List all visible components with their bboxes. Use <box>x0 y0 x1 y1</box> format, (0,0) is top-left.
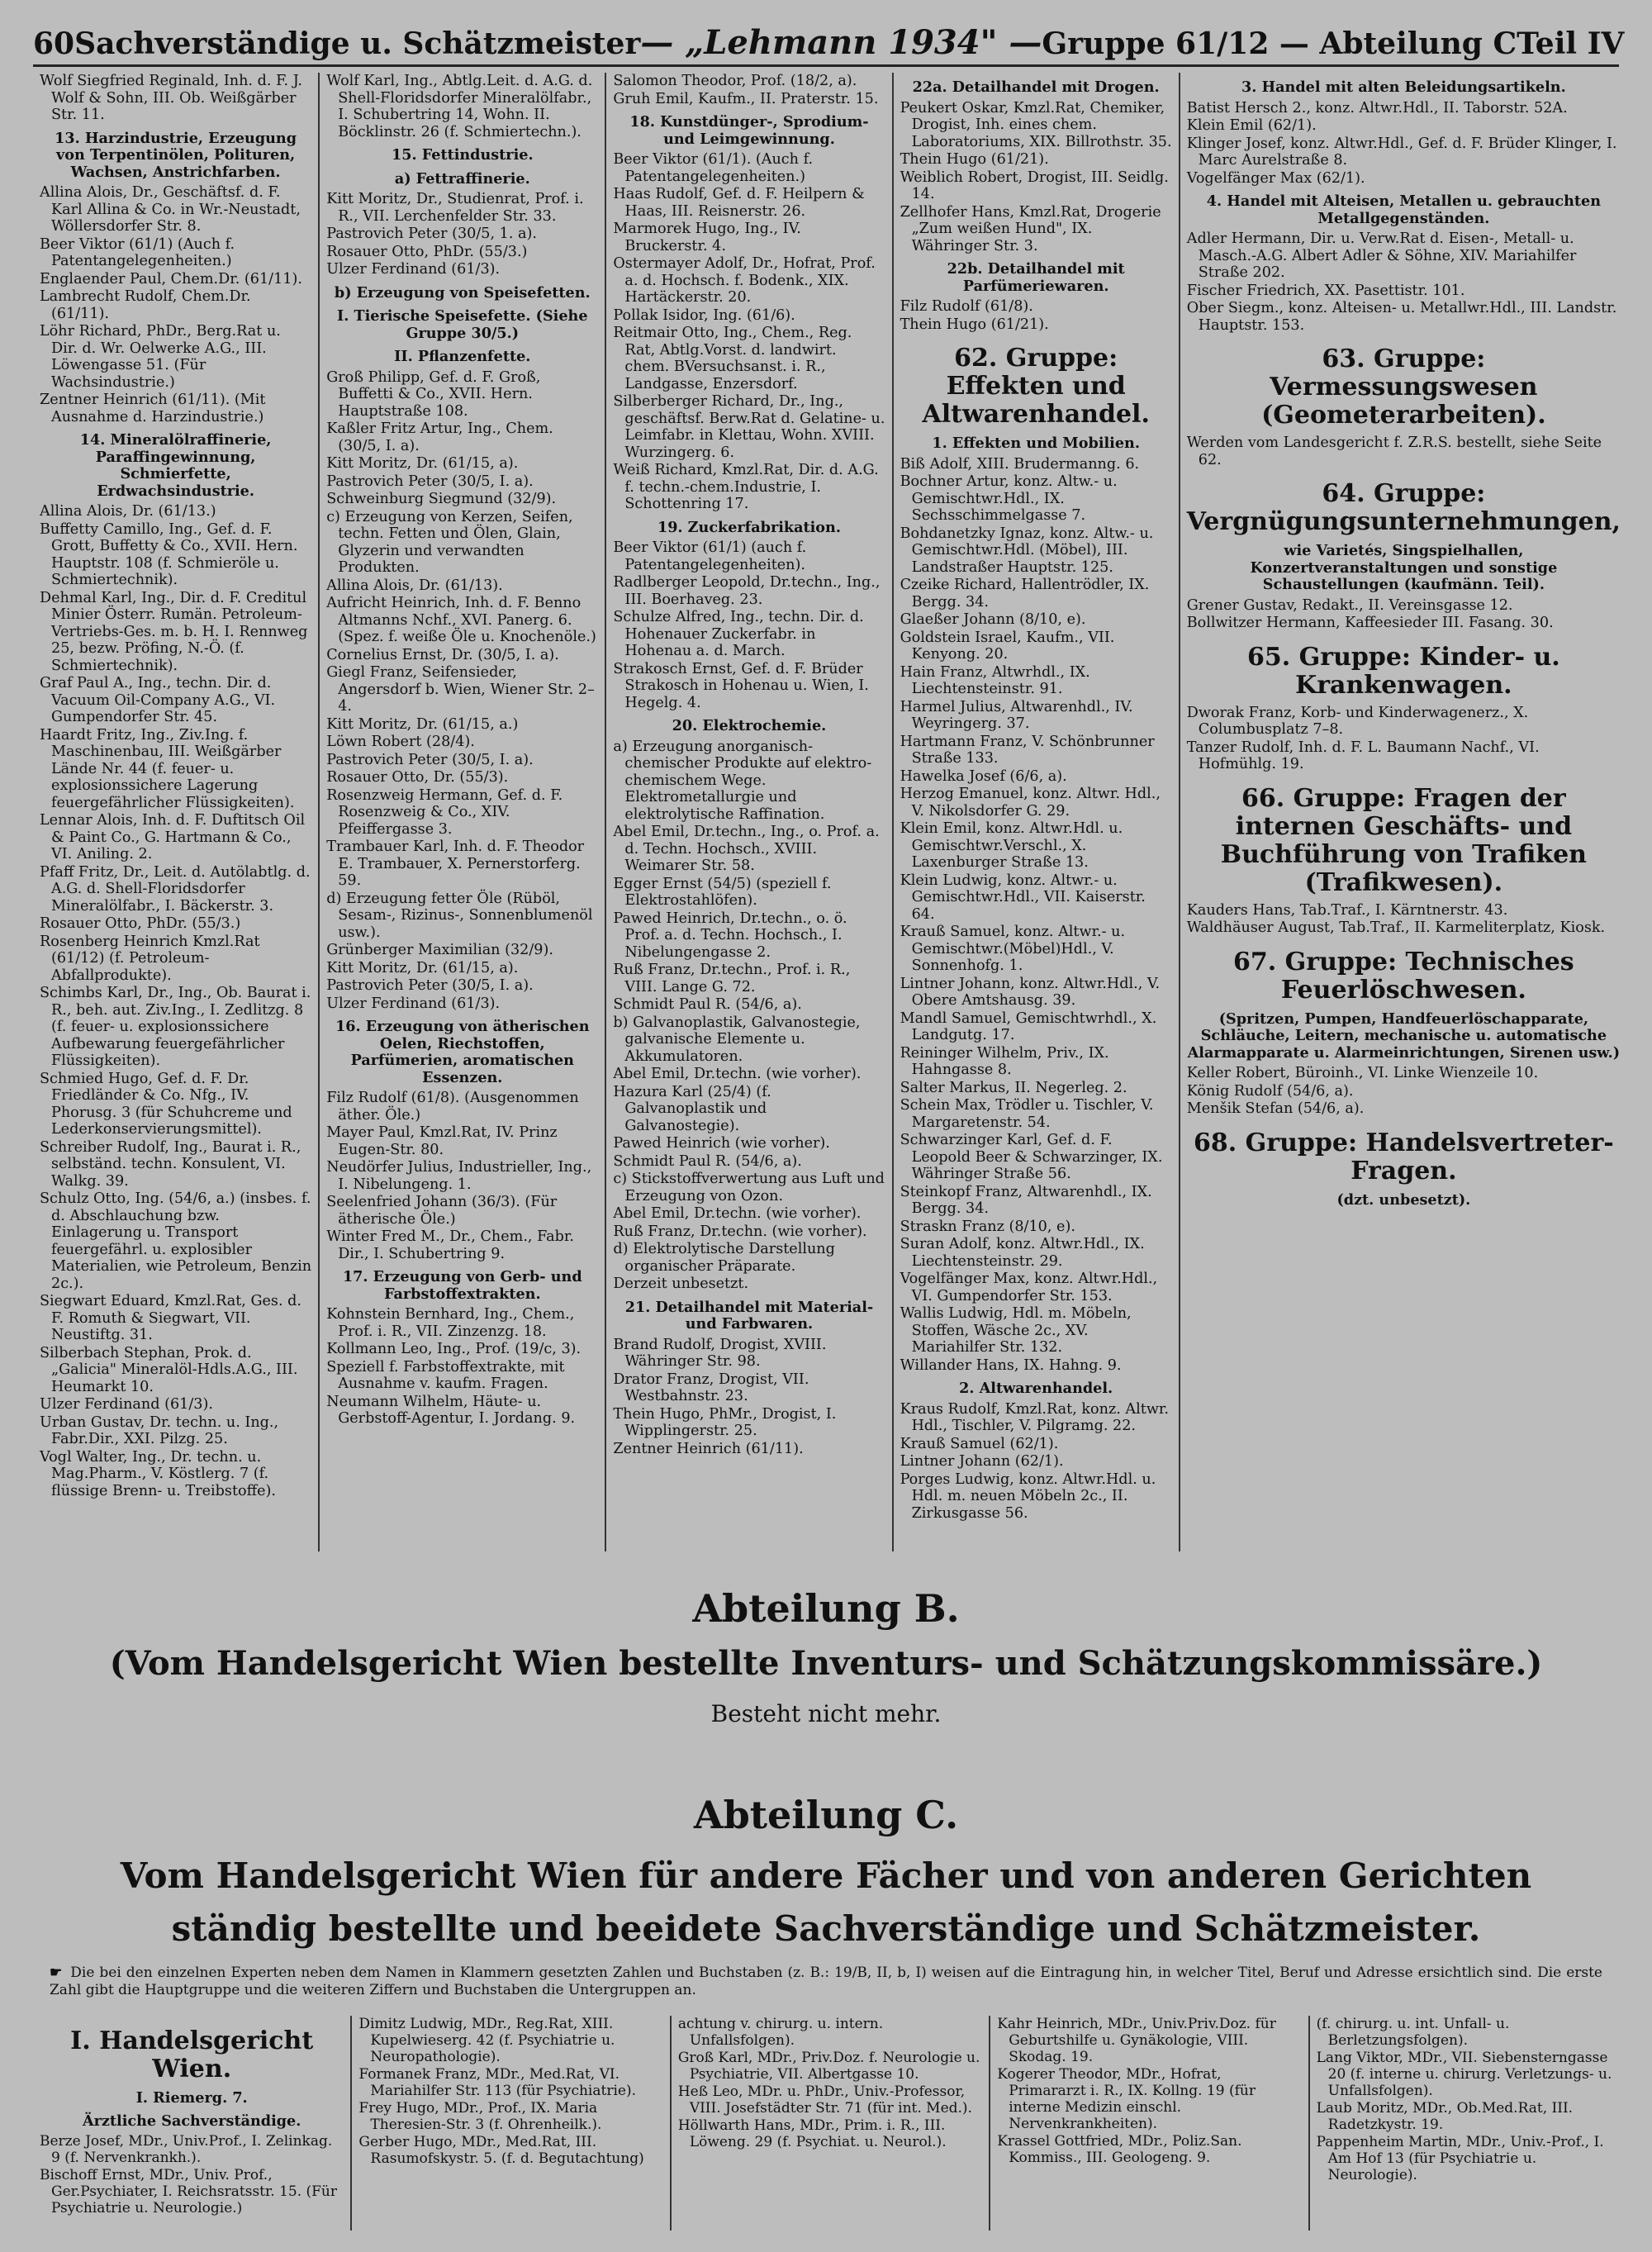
directory-entry: Buffetty Camillo, Ing., Gef. d. F. Grott, Buffetty & Co., XVII. Hern. Hauptstr. 108 (f. Schmieröle u. Schmiertechnik). <box>40 520 298 588</box>
directory-entry: c) Stickstoffverwertung aus Luft und Erzeugung von Ozon. <box>613 1171 885 1204</box>
directory-entry: Beer Viktor (61/1) (Auch f. Patentangelegenheiten.) <box>40 235 235 269</box>
directory-entry: Mayer Paul, Kmzl.Rat, IV. Prinz Eugen-Str. 80. <box>326 1124 558 1158</box>
section-heading: 21. Detailhandel mit Material- und Farbwaren. <box>624 1298 874 1333</box>
directory-entry: Biß Adolf, XIII. Brudermanng. 6. <box>900 455 1140 473</box>
directory-entry: Filz Rudolf (61/8). (Ausgenommen äther. Öle.) <box>326 1090 579 1124</box>
column-4 <box>894 73 1180 1551</box>
directory-entry: Thein Hugo (61/21). <box>900 316 1049 333</box>
directory-entry: Schweinburg Siegmund (32/9). <box>326 491 557 507</box>
abteilung-c-subtitle-line1: Vom Handelsgericht Wien für andere Fächer und von anderen Gerichten <box>120 1855 1532 1896</box>
section-heading: (Spritzen, Pumpen, Handfeuerlöschapparate, Schläuche, Leitern, mechanische u. automatische Alarmapparate u. Alarmeinrichtungen, Sirenen usw.) <box>1187 1010 1621 1062</box>
section-heading: 68. Gruppe: Handelsvertreter-Fragen. <box>1194 1128 1614 1185</box>
page-number: 60 <box>33 26 75 61</box>
directory-entry: Kollmann Leo, Ing., Prof. (19/c, 3). <box>326 1341 582 1357</box>
header-left-title: Sachverständige u. Schätzmeister <box>74 26 641 61</box>
directory-entry: Speziell f. Farbstoffextrakte, mit Ausnahme v. kaufm. Fragen. <box>326 1358 565 1392</box>
directory-entry: Weiß Richard, Kmzl.Rat, Dir. d. A.G. f. techn.-chem.Industrie, I. Schottenring 17. <box>613 462 879 512</box>
directory-entry: Bollwitzer Hermann, Kaffeesieder III. Fasang. 30. <box>1186 615 1554 631</box>
directory-entry: Pastrovich Peter (30/5, I. a). <box>326 751 534 768</box>
section-heading: 15. Fettindustrie. <box>391 146 534 164</box>
directory-entry: Lintner Johann (62/1). <box>900 1453 1064 1470</box>
directory-entry: Egger Ernst (54/5) (speziell f. Elektrostahlöfen). <box>613 875 832 909</box>
bottom-column-3 <box>672 2016 990 2231</box>
directory-entry: Schmied Hugo, Gef. d. F. Dr. Friedländer & Co. Nfg., IV. Phorusg. 3 (für Schuhcreme und Lederkonservierungsmittel). <box>40 1070 292 1138</box>
directory-entry: Schimbs Karl, Dr., Ing., Ob. Baurat i. R., beh. aut. Ziv.Ing., I. Zedlitzg. 8 (f. feuer- u. explosionssichere Aufbewarung feuergefährlicher Flüssigkeiten). <box>40 985 311 1069</box>
directory-entry: Weiblich Robert, Drogist, III. Seidlg. 14. <box>900 169 1169 202</box>
directory-entry: Harmel Julius, Altwarenhdl., IV. Weyringerg. 37. <box>900 698 1133 732</box>
directory-entry: Kitt Moritz, Dr. (61/15, a). <box>326 959 519 976</box>
section-heading: a) Fettraffinerie. <box>394 169 530 188</box>
abteilung-b-subtitle: (Vom Handelsgericht Wien bestellte Inventurs- und Schätzungskommissäre.) <box>109 1644 1543 1683</box>
bottom-column-4 <box>990 2016 1309 2231</box>
directory-entry: Czeike Richard, Hallentrödler, IX. Bergg. 34. <box>900 577 1150 611</box>
directory-entry: Fischer Friedrich, XX. Pasettistr. 101. <box>1186 282 1465 299</box>
directory-entry: Pawed Heinrich, Dr.techn., o. ö. Prof. a. d. Techn. Hochsch., I. Nibelungengasse 2. <box>613 910 847 961</box>
column-1 <box>33 73 320 1551</box>
directory-entry: Silberberger Richard, Dr., Ing., geschäftsf. Berw.Rat d. Gelatine- u. Leimfabr. in Klettau, Wohn. XVIII. Wurzingerg. 6. <box>613 393 885 461</box>
directory-entry: Beer Viktor (61/1). (Auch f. Patentangelegenheiten.) <box>613 151 814 185</box>
directory-entry: Ruß Franz, Dr.techn., Prof. i. R., VIII. Lange G. 72. <box>613 962 851 995</box>
directory-entry: Kitt Moritz, Dr. (61/15, a). <box>326 455 519 472</box>
directory-entry: Pappenheim Martin, MDr., Univ.-Prof., I. Am Hof 13 (für Psychiatrie u. Neurologie). <box>1316 2134 1604 2183</box>
directory-entry: Kraus Rudolf, Kmzl.Rat, konz. Altwr. Hdl., Tischler, V. Pilgramg. 22. <box>900 1400 1169 1434</box>
pointing-hand-icon: ☛ <box>50 1965 63 1981</box>
bottom-column-1 <box>33 2016 352 2231</box>
section-heading: 22b. Detailhandel mit Parfümeriewaren. <box>947 260 1125 295</box>
directory-entry: Kauders Hans, Tab.Traf., I. Kärntnerstr. 43. <box>1186 901 1508 919</box>
directory-entry: Peukert Oskar, Kmzl.Rat, Chemiker, Drogist, Inh. eines chem. Laboratoriums, XIX. Billrothstr. 35. <box>900 99 1172 150</box>
directory-entry: Abel Emil, Dr.techn. (wie vorher). <box>613 1066 862 1082</box>
directory-entry: a) Erzeugung anorganisch-chemischer Produkte auf elektro-chemischem Wege. Elektrometallurgie und elektrolytische Raffination. <box>613 738 872 823</box>
directory-entry: Vogelfänger Max (62/1). <box>1186 169 1365 187</box>
directory-entry: Abel Emil, Dr.techn., Ing., o. Prof. a. d. Techn. Hochsch., XVIII. Weimarer Str. 58. <box>613 824 880 874</box>
directory-entry: Krauß Samuel, konz. Altwr.- u. Gemischtwr.(Möbel)Hdl., V. Sonnenhofg. 1. <box>900 924 1126 974</box>
directory-entry: Rosauer Otto, PhDr. (55/3.) <box>40 915 241 932</box>
directory-columns <box>33 73 1627 1551</box>
header-part: Teil IV <box>1517 26 1625 61</box>
directory-entry: Frey Hugo, MDr., Prof., IX. Maria Theresien-Str. 3 (f. Ohrenheilk.). <box>358 2100 602 2133</box>
directory-entry: Haas Rudolf, Gef. d. F. Heilpern & Haas, III. Reisnerstr. 26. <box>613 186 865 220</box>
directory-entry: Hartmann Franz, V. Schönbrunner Straße 133. <box>900 733 1155 767</box>
directory-entry: Pastrovich Peter (30/5, 1. a). <box>326 226 537 242</box>
abteilung-b-note: Besteht nicht mehr. <box>710 1700 942 1727</box>
directory-entry: b) Galvanoplastik, Galvanostegie, galvanische Elemente u. Akkumulatoren. <box>613 1014 861 1065</box>
directory-entry: Filz Rudolf (61/8). <box>900 298 1033 315</box>
directory-entry: Pawed Heinrich (wie vorher). <box>613 1135 830 1152</box>
section-heading: 16. Erzeugung von ätherischen Oelen, Riechstoffen, Parfümerien, aromatischen Essenzen. <box>335 1018 590 1086</box>
directory-entry: König Rudolf (54/6, a). <box>1186 1082 1354 1100</box>
section-heading: I. Tierische Speisefette. (Siehe Gruppe 30/5.) <box>337 307 588 342</box>
abteilung-c-subtitle-line2: ständig bestellte und beeidete Sachverständige und Schätzmeister. <box>171 1908 1481 1949</box>
directory-entry: Allina Alois, Dr. (61/13). <box>326 577 503 594</box>
directory-entry: Beer Viktor (61/1) (auch f. Patentangelegenheiten). <box>613 539 807 573</box>
section-heading: I. Riemerg. 7. <box>135 2089 248 2107</box>
directory-entry: Werden vom Landesgericht f. Z.R.S. bestellt, siehe Seite 62. <box>1186 435 1602 468</box>
directory-entry: Rosenberg Heinrich Kmzl.Rat (61/12) (f. Petroleum-Abfallprodukte). <box>40 933 260 984</box>
directory-entry: Höllwarth Hans, MDr., Prim. i. R., III. Löweng. 29 (f. Psychiat. u. Neurol.). <box>677 2117 947 2150</box>
directory-entry: c) Erzeugung von Kerzen, Seifen, techn. Fetten und Ölen, Glain, Glyzerin und verwandten Produkten. <box>326 508 573 576</box>
directory-entry: Laub Moritz, MDr., Ob.Med.Rat, III. Radetzkystr. 19. <box>1316 2100 1574 2133</box>
directory-entry: Strakosch Ernst, Gef. d. F. Brüder Strakosch in Hohenau u. Wien, I. Hegelg. 4. <box>613 660 869 711</box>
directory-entry: Hazura Karl (25/4) (f. Galvanoplastik und Galvanostegie). <box>613 1083 771 1134</box>
directory-entry: Bochner Artur, konz. Altw.- u. Gemischtwr.Hdl., IX. Sechsschimmelgasse 7. <box>900 473 1118 524</box>
directory-entry: Ostermayer Adolf, Dr., Hofrat, Prof. a. d. Hochsch. f. Bodenk., XIX. Hartäckerstr. 20. <box>613 255 876 306</box>
directory-entry: d) Elektrolytische Darstellung organischer Präparate. <box>613 1241 835 1275</box>
section-heading: 65. Gruppe: Kinder- u. Krankenwagen. <box>1247 642 1560 700</box>
abteilung-b-title: Abteilung B. <box>692 1586 960 1631</box>
directory-entry: Zellhofer Hans, Kmzl.Rat, Drogerie „Zum weißen Hund", IX. Währinger Str. 3. <box>900 203 1161 254</box>
directory-entry: Goldstein Israel, Kaufm., VII. Kenyong. 20. <box>900 629 1115 663</box>
directory-entry: Ulzer Ferdinand (61/3). <box>326 995 501 1012</box>
directory-entry: Rosenzweig Hermann, Gef. d. F. Rosenzweig & Co., XIV. Pfeiffergasse 3. <box>326 786 563 838</box>
directory-entry: Löwn Robert (28/4). <box>326 734 475 750</box>
directory-entry: Giegl Franz, Seifensieder, Angersdorf b. Wien, Wiener Str. 2–4. <box>326 664 595 715</box>
directory-entry: Glaeßer Johann (8/10, e). <box>900 611 1086 628</box>
directory-entry: Thein Hugo (61/21). <box>900 151 1049 168</box>
directory-entry: Cornelius Ernst, Dr. (30/5, I. a). <box>326 646 559 663</box>
directory-entry: Reininger Wilhelm, Priv., IX. Hahngasse 8. <box>900 1044 1109 1078</box>
directory-entry: Schulz Otto, Ing. (54/6, a.) (insbes. f. d. Abschlauchung bzw. Einlagerung u. Transport feuergefährl. u. explosibler Materialien, wie Petroleum, Benzin 2c.). <box>40 1190 312 1292</box>
section-heading: 63. Gruppe: Vermessungswesen (Geometerarbeiten). <box>1261 344 1546 430</box>
directory-entry: Adler Hermann, Dir. u. Verw.Rat d. Eisen-, Metall- u. Masch.-A.G. Albert Adler & Söhne, XIV. Mariahilfer Straße 202. <box>1186 230 1577 281</box>
bottom-columns <box>33 2016 1627 2231</box>
header-middle-title: — „Lehmann 1934" — <box>640 23 1042 62</box>
directory-entry: (f. chirurg. u. int. Unfall- u. Berletzungsfolgen). <box>1316 2016 1510 2049</box>
section-heading: 1. Effekten und Mobilien. <box>932 435 1140 452</box>
directory-entry: Kohnstein Bernhard, Ing., Chem., Prof. i. R., VII. Zinzenzg. 18. <box>326 1306 575 1340</box>
section-heading: 67. Gruppe: Technisches Feuerlöschwesen. <box>1233 947 1574 1005</box>
directory-entry: Straskn Franz (8/10, e). <box>900 1218 1075 1235</box>
directory-entry: Neudörfer Julius, Industrieller, Ing., I. Nibelungeng. 1. <box>326 1159 592 1193</box>
directory-entry: Dimitz Ludwig, MDr., Reg.Rat, XIII. Kupelwieserg. 42 (f. Psychiatrie u. Neuropathologie). <box>358 2016 615 2065</box>
directory-entry: Zentner Heinrich (61/11). <box>613 1440 804 1457</box>
directory-entry: Menšik Stefan (54/6, a). <box>1186 1100 1365 1117</box>
directory-entry: Wallis Ludwig, Hdl. m. Möbeln, Stoffen, Wäsche 2c., XV. Mariahilfer Str. 132. <box>900 1305 1132 1356</box>
section-heading: 3. Handel mit alten Beleidungsartikeln. <box>1241 78 1566 96</box>
directory-entry: Schmidt Paul R. (54/6, a). <box>613 996 802 1013</box>
directory-entry: Krassel Gottfried, MDr., Poliz.San. Kommiss., III. Geologeng. 9. <box>997 2133 1242 2166</box>
section-heading: b) Erzeugung von Speisefetten. <box>334 283 591 302</box>
section-heading: 4. Handel mit Alteisen, Metallen u. gebrauchten Metallgegenständen. <box>1206 192 1601 227</box>
abteilung-c-title: Abteilung C. <box>693 1793 959 1837</box>
directory-entry: Grünberger Maximilian (32/9). <box>326 942 553 958</box>
directory-entry: Schein Max, Trödler u. Tischler, V. Margaretenstr. 54. <box>900 1097 1154 1131</box>
directory-entry: Schmidt Paul R. (54/6, a). <box>613 1152 802 1170</box>
directory-entry: Seelenfried Johann (36/3). (Für ätherische Öle.) <box>326 1194 558 1228</box>
directory-entry: achtung v. chirurg. u. intern. Unfallsfolgen). <box>677 2016 884 2049</box>
directory-entry: Kitt Moritz, Dr. (61/15, a.) <box>326 715 519 733</box>
column-2 <box>320 73 606 1551</box>
directory-entry: Rosauer Otto, Dr. (55/3). <box>326 769 509 786</box>
directory-entry: d) Erzeugung fetter Öle (Rüböl, Sesam-, Rizinus-, Sonnenblumenöl usw.). <box>326 890 593 941</box>
directory-entry: Heß Leo, MDr. u. PhDr., Univ.-Professor, VIII. Josefstädter Str. 71 (für int. Med.). <box>677 2083 972 2117</box>
directory-entry: Reitmair Otto, Ing., Chem., Reg. Rat, Abtlg.Vorst. d. landwirt. chem. BVersuchsanst. i. R., Landgasse, Enzersdorf. <box>613 325 852 392</box>
directory-entry: Tanzer Rudolf, Inh. d. F. L. Baumann Nachf., VI. Hofmühlg. 19. <box>1186 739 1540 772</box>
directory-entry: Porges Ludwig, konz. Altwr.Hdl. u. Hdl. m. neuen Möbeln 2c., II. Zirkusgasse 56. <box>900 1470 1156 1522</box>
section-heading: 18. Kunstdünger-, Sprodium- und Leimgewinnung. <box>629 113 869 148</box>
section-heading: 62. Gruppe: Effekten und Altwarenhandel. <box>922 344 1150 429</box>
directory-entry: Dworak Franz, Korb- und Kinderwagenerz., X. Columbusplatz 7–8. <box>1186 704 1529 738</box>
directory-entry: Neumann Wilhelm, Häute- u. Gerbstoff-Agentur, I. Jordang. 9. <box>326 1393 576 1427</box>
section-heading: wie Varietés, Singspielhallen, Konzertveranstaltungen und sonstige Schaustellungen (kaufmänn. Teil). <box>1250 542 1558 593</box>
directory-entry: Thein Hugo, PhMr., Drogist, I. Wipplingerstr. 25. <box>613 1405 837 1439</box>
directory-entry: Groß Philipp, Gef. d. F. Groß, Buffetti & Co., XVII. Hern. Hauptstraße 108. <box>326 368 541 420</box>
bottom-column-5 <box>1310 2016 1627 2231</box>
abteilung-c-note <box>50 1965 1602 1999</box>
directory-entry: Lennar Alois, Inh. d. F. Duftitsch Oil & Paint Co., G. Hartmann & Co., VI. Aniling. 2. <box>40 812 306 862</box>
section-heading: 22a. Detailhandel mit Drogen. <box>912 78 1160 96</box>
directory-entry: Marmorek Hugo, Ing., IV. Bruckerstr. 4. <box>613 221 801 254</box>
directory-entry: Graf Paul A., Ing., techn. Dir. d. Vacuum Oil-Company A.G., VI. Gumpendorfer Str. 45. <box>40 675 276 725</box>
section-heading: 17. Erzeugung von Gerb- und Farbstoffextrakten. <box>342 1268 582 1303</box>
directory-entry: Siegwart Eduard, Kmzl.Rat, Ges. d. F. Romuth & Siegwart, VII. Neustiftg. 31. <box>40 1293 302 1343</box>
section-heading: 13. Harzindustrie, Erzeugung von Terpentinölen, Polituren, Wachsen, Anstrichfarben. <box>55 129 297 181</box>
directory-entry: Kahr Heinrich, MDr., Univ.Priv.Doz. für Geburtshilfe u. Gynäkologie, VIII. Skodag. 19. <box>997 2016 1276 2065</box>
directory-entry: Gruh Emil, Kaufm., II. Praterstr. 15. <box>613 90 879 107</box>
directory-entry: Rosauer Otto, PhDr. (55/3.) <box>326 243 528 260</box>
directory-entry: Winter Fred M., Dr., Chem., Fabr. Dir., I. Schubertring 9. <box>326 1228 574 1262</box>
directory-entry: Herzog Emanuel, konz. Altwr. Hdl., V. Nikolsdorfer G. 29. <box>900 786 1161 820</box>
directory-entry: Wolf Siegfried Reginald, Inh. d. F. J. Wolf & Sohn, III. Ob. Weißgärber Str. 11. <box>40 73 302 123</box>
section-heading: I. Handelsgericht Wien. <box>70 2026 314 2083</box>
column-5 <box>1180 73 1627 1551</box>
directory-entry: Lintner Johann, konz. Altwr.Hdl., V. Obere Amtshausg. 39. <box>900 975 1161 1009</box>
directory-entry: Lambrecht Rudolf, Chem.Dr. (61/11). <box>40 288 251 322</box>
directory-entry: Allina Alois, Dr. (61/13.) <box>40 503 216 520</box>
section-heading: 66. Gruppe: Fragen der internen Geschäfts- und Buchführung von Trafiken (Trafikwesen). <box>1220 783 1587 897</box>
directory-entry: Silberbach Stephan, Prok. d. „Galicia" Mineralöl-Hdls.A.G., III. Heumarkt 10. <box>40 1344 298 1395</box>
directory-entry: Abel Emil, Dr.techn. (wie vorher). <box>613 1205 862 1222</box>
directory-entry: Suran Adolf, konz. Altwr.Hdl., IX. Liechtensteinstr. 29. <box>900 1236 1145 1270</box>
abteilung-c-note-text: Die bei den einzelnen Experten neben dem Namen in Klammern gesetzten Zahlen und Buchstaben (z. B.: 19/B, II, b, I) weisen auf die Eintragung hin, in welcher Titel, Beruf und Adresse ersichtlich sind. Die erste Zahl gibt die Hauptgruppe und die weiteren Ziffern und Buchstaben die Untergruppen an. <box>50 1965 1602 1998</box>
section-heading: 19. Zuckerfabrikation. <box>657 518 841 536</box>
directory-entry: Pfaff Fritz, Dr., Leit. d. Autölabtlg. d. A.G. d. Shell-Floridsdorfer Mineralölfabr., I. Bäckerstr. 3. <box>40 863 311 915</box>
directory-entry: Klein Emil (62/1). <box>1186 117 1317 134</box>
directory-entry: Salomon Theodor, Prof. (18/2, a). <box>613 73 857 89</box>
directory-entry: Willander Hans, IX. Hahng. 9. <box>900 1356 1122 1374</box>
directory-entry: Mandl Samuel, Gemischtwrhdl., X. Landgutg. 17. <box>900 1010 1157 1043</box>
directory-entry: Pastrovich Peter (30/5, I. a). <box>326 977 534 994</box>
directory-entry: Klinger Josef, konz. Altwr.Hdl., Gef. d. F. Brüder Klinger, I. Marc Aurelstraße 8. <box>1186 135 1617 169</box>
section-heading: 20. Elektrochemie. <box>672 717 827 734</box>
directory-entry: Hain Franz, Altwrhdl., IX. Liechtensteinstr. 91. <box>900 663 1090 697</box>
directory-entry: Lang Viktor, MDr., VII. Siebensterngasse 20 (f. interne u. chirurg. Verletzungs- u. Unfallsfolgen). <box>1316 2050 1612 2099</box>
directory-entry: Keller Robert, Büroinh., VI. Linke Wienzeile 10. <box>1186 1065 1539 1081</box>
directory-entry: Urban Gustav, Dr. techn. u. Ing., Fabr.Dir., XXI. Pilzg. 25. <box>40 1413 279 1447</box>
directory-entry: Trambauer Karl, Inh. d. F. Theodor E. Trambauer, X. Pernerstorferg. 59. <box>326 839 585 889</box>
directory-entry: Ulzer Ferdinand (61/3). <box>326 261 501 278</box>
directory-entry: Kitt Moritz, Dr., Studienrat, Prof. i. R., VII. Lerchenfelder Str. 33. <box>326 191 584 225</box>
directory-entry: Dehmal Karl, Ing., Dir. d. F. Creditul Minier Österr. Rumän. Petroleum-Vertriebs-Ges. m. b. H. I. Rennweg 25, bezw. Pröfing, N.-Ö. (f. Schmiertechnik). <box>40 589 308 674</box>
directory-entry: Berze Josef, MDr., Univ.Prof., I. Zelinkag. 9 (f. Nervenkrankh.). <box>40 2133 333 2166</box>
directory-entry: Klein Ludwig, konz. Altwr.- u. Gemischtwr.Hdl., VII. Kaiserstr. 64. <box>900 872 1146 923</box>
directory-entry: Schreiber Rudolf, Ing., Baurat i. R., selbständ. techn. Konsulent, VI. Walkg. 39. <box>40 1138 301 1190</box>
directory-entry: Kaßler Fritz Artur, Ing., Chem. (30/5, I. a). <box>326 420 553 454</box>
directory-entry: Kogerer Theodor, MDr., Hofrat, Primararzt i. R., IX. Kollng. 19 (für interne Medizin einschl. Nervenkrankheiten). <box>997 2066 1256 2132</box>
directory-entry: Vogelfänger Max, konz. Altwr.Hdl., VI. Gumpendorfer Str. 153. <box>900 1271 1158 1304</box>
section-heading: (dzt. unbesetzt). <box>1336 1190 1471 1209</box>
section-heading: II. Pflanzenfette. <box>394 348 531 365</box>
directory-entry: Ober Siegm., konz. Alteisen- u. Metallwr.Hdl., III. Landstr. Hauptstr. 153. <box>1186 300 1617 334</box>
directory-entry: Krauß Samuel (62/1). <box>900 1435 1059 1452</box>
directory-entry: Englaender Paul, Chem.Dr. (61/11). <box>40 270 302 287</box>
section-heading: 2. Altwarenhandel. <box>959 1380 1113 1397</box>
directory-entry: Haardt Fritz, Ing., Ziv.Ing. f. Maschinenbau, III. Weißgärber Lände Nr. 44 (f. feuer- u. explosionssichere Lagerung feuergefährlicher Flüssigkeiten). <box>40 726 295 811</box>
directory-entry: Löhr Richard, PhDr., Berg.Rat u. Dir. d. Wr. Oelwerke A.G., III. Löwengasse 51. (Für Wachsindustrie.) <box>40 323 281 391</box>
directory-entry: Steinkopf Franz, Altwarenhdl., IX. Bergg. 34. <box>900 1183 1152 1217</box>
directory-entry: Grener Gustav, Redakt., II. Vereinsgasse 12. <box>1186 596 1513 614</box>
directory-entry: Derzeit unbesetzt. <box>613 1276 749 1292</box>
directory-entry: Ruß Franz, Dr.techn. (wie vorher). <box>613 1223 867 1240</box>
header-right-title: Gruppe 61/12 — Abteilung C <box>1042 26 1517 61</box>
directory-entry: Bischoff Ernst, MDr., Univ. Prof., Ger.Psychiater, I. Reichsratsstr. 15. (Für Psychiatrie u. Neurologie.) <box>40 2167 338 2216</box>
directory-entry: Groß Karl, MDr., Priv.Doz. f. Neurologie u. Psychiatrie, VII. Albertgasse 10. <box>677 2050 980 2083</box>
column-3 <box>606 73 893 1551</box>
directory-entry: Salter Markus, II. Negerleg. 2. <box>900 1079 1127 1096</box>
directory-entry: Zentner Heinrich (61/11). (Mit Ausnahme d. Harzindustrie.) <box>40 392 266 425</box>
directory-entry: Pollak Isidor, Ing. (61/6). <box>613 306 795 324</box>
page-header <box>33 23 1625 67</box>
directory-entry: Batist Hersch 2., konz. Altwr.Hdl., II. Taborstr. 52A. <box>1186 99 1568 116</box>
directory-entry: Klein Emil, konz. Altwr.Hdl. u. Gemischtwr.Verschl., X. Laxenburger Straße 13. <box>900 820 1123 871</box>
directory-entry: Hawelka Josef (6/6, a). <box>900 767 1067 785</box>
directory-entry: Formanek Franz, MDr., Med.Rat, VI. Mariahilfer Str. 113 (für Psychiatrie). <box>358 2066 636 2099</box>
section-heading: 64. Gruppe: Vergnügungsunternehmungen, <box>1186 479 1621 536</box>
section-heading: Ärztliche Sachverständige. <box>83 2112 301 2130</box>
bottom-column-2 <box>352 2016 671 2231</box>
directory-entry: Aufricht Heinrich, Inh. d. F. Benno Altmanns Nchf., XVI. Panerg. 6. (Spez. f. weiße Öle u. Knochenöle.) <box>326 595 596 645</box>
section-heading: 14. Mineralölraffinerie, Paraffingewinnung, Schmierfette, Erdwachsindustrie. <box>79 431 272 500</box>
directory-entry: Brand Rudolf, Drogist, XVIII. Währinger Str. 98. <box>613 1336 827 1370</box>
directory-entry: Allina Alois, Dr., Geschäftsf. d. F. Karl Allina & Co. in Wr.-Neustadt, Wöllersdorfer Str. 8. <box>40 184 301 235</box>
directory-entry: Pastrovich Peter (30/5, I. a). <box>326 473 534 490</box>
directory-entry: Schulze Alfred, Ing., techn. Dir. d. Hohenauer Zuckerfabr. in Hohenau a. d. March. <box>613 609 864 659</box>
directory-entry: Radlberger Leopold, Dr.techn., Ing., III. Boerhaveg. 23. <box>613 574 881 608</box>
directory-entry: Bohdanetzky Ignaz, konz. Altw.- u. Gemischtwr.Hdl. (Möbel), III. Landstraßer Hauptstr. 125. <box>900 525 1154 576</box>
directory-entry: Wolf Karl, Ing., Abtlg.Leit. d. A.G. d. Shell-Floridsdorfer Mineralölfabr., I. Schubertring 14, Wohn. II. Böcklinstr. 26 (f. Schmiertechn.). <box>326 73 593 140</box>
directory-entry: Gerber Hugo, MDr., Med.Rat, III. Rasumofskystr. 5. (f. d. Begutachtung) <box>358 2134 644 2167</box>
directory-entry: Ulzer Ferdinand (61/3). <box>40 1396 213 1413</box>
directory-entry: Schwarzinger Karl, Gef. d. F. Leopold Beer & Schwarzinger, IX. Währinger Straße 56. <box>900 1132 1163 1182</box>
directory-entry: Vogl Walter, Ing., Dr. techn. u. Mag.Pharm., V. Köstlerg. 7 (f. flüssige Brenn- u. Treibstoffe). <box>40 1448 276 1499</box>
directory-entry: Waldhäuser August, Tab.Traf., II. Karmeliterplatz, Kiosk. <box>1186 919 1606 936</box>
directory-entry: Drator Franz, Drogist, VII. Westbahnstr. 23. <box>613 1371 809 1404</box>
